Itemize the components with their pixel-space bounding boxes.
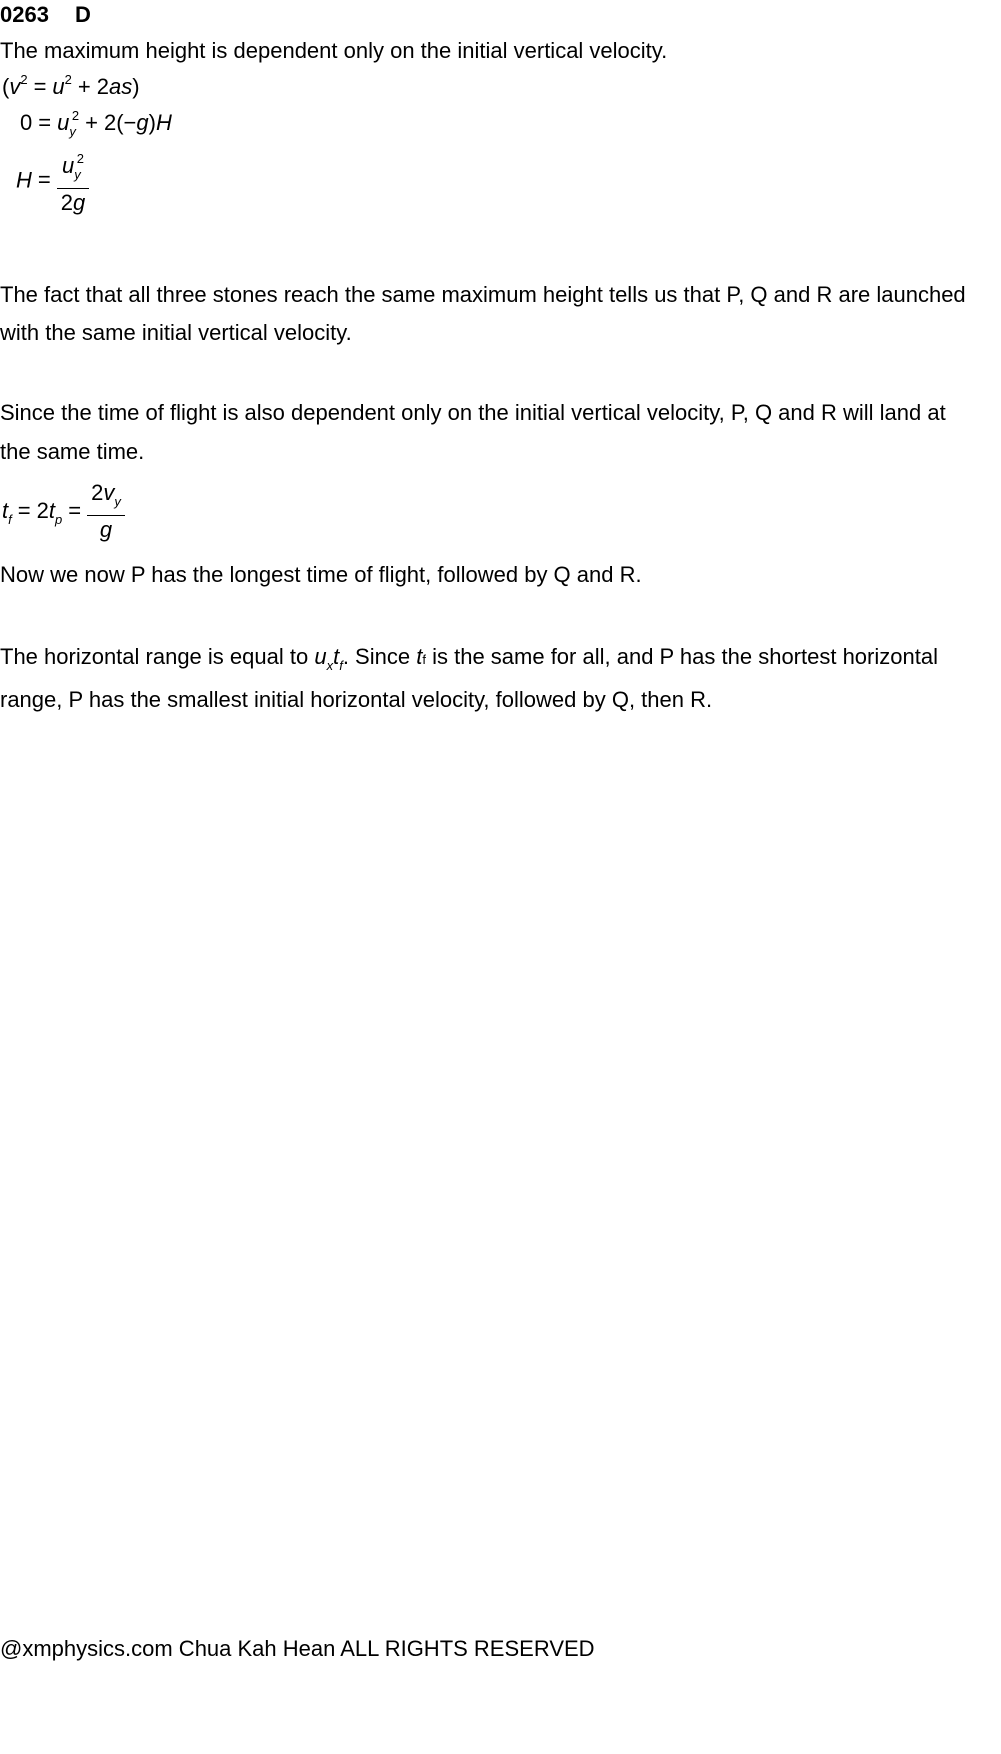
paragraph-range-2: range, P has the smallest initial horizontal velocity, followed by Q, then R. <box>0 687 713 712</box>
equation-suvat: $(v^2 = u^2 + 2as)$ <box>2 72 140 99</box>
paragraph-same-height-2: with the same initial vertical velocity. <box>0 320 352 345</box>
time-fraction: $\frac{2v_y}{g}$ <box>87 480 125 544</box>
equation-max-height: H = $\frac{u_y^2}{2g}$ <box>16 146 89 217</box>
paragraph-range-1 <box>0 642 938 681</box>
range-text-mid: . Since <box>342 644 411 669</box>
equation-time-of-flight: $t_f = 2t_p$ = $\frac{2v_y}{g}$ <box>2 480 125 544</box>
paragraph-longest-time: Now we now P has the longest time of flight, followed by Q and R. <box>0 562 642 587</box>
question-number: 0263 <box>0 2 49 27</box>
height-fraction: $\frac{u_y^2}{2g}$ <box>57 146 90 217</box>
equation-max-height-setup: $0 = u_y^2 + 2(-g)H$ <box>20 108 172 139</box>
paragraph-time-of-flight-2: the same time. <box>0 439 145 464</box>
paragraph-time-of-flight-1: Since the time of flight is also dependent only on the initial vertical velocity, P, Q and R will land at <box>0 400 946 425</box>
paragraph-same-height-1: The fact that all three stones reach the same maximum height tells us that P, Q and R are launched <box>0 282 966 307</box>
tf-symbol: tf <box>416 644 426 669</box>
question-header <box>0 0 91 30</box>
intro-text: The maximum height is dependent only on the initial vertical velocity. <box>0 38 668 63</box>
range-text-pre: The horizontal range is equal to <box>0 644 309 669</box>
copyright-footer: @xmphysics.com Chua Kah Hean ALL RIGHTS RESERVED <box>0 1636 595 1661</box>
range-text-post: is the same for all, and P has the shortest horizontal <box>432 644 938 669</box>
answer-letter: D <box>74 2 91 27</box>
range-formula: $u_xt_f$ <box>314 644 343 673</box>
